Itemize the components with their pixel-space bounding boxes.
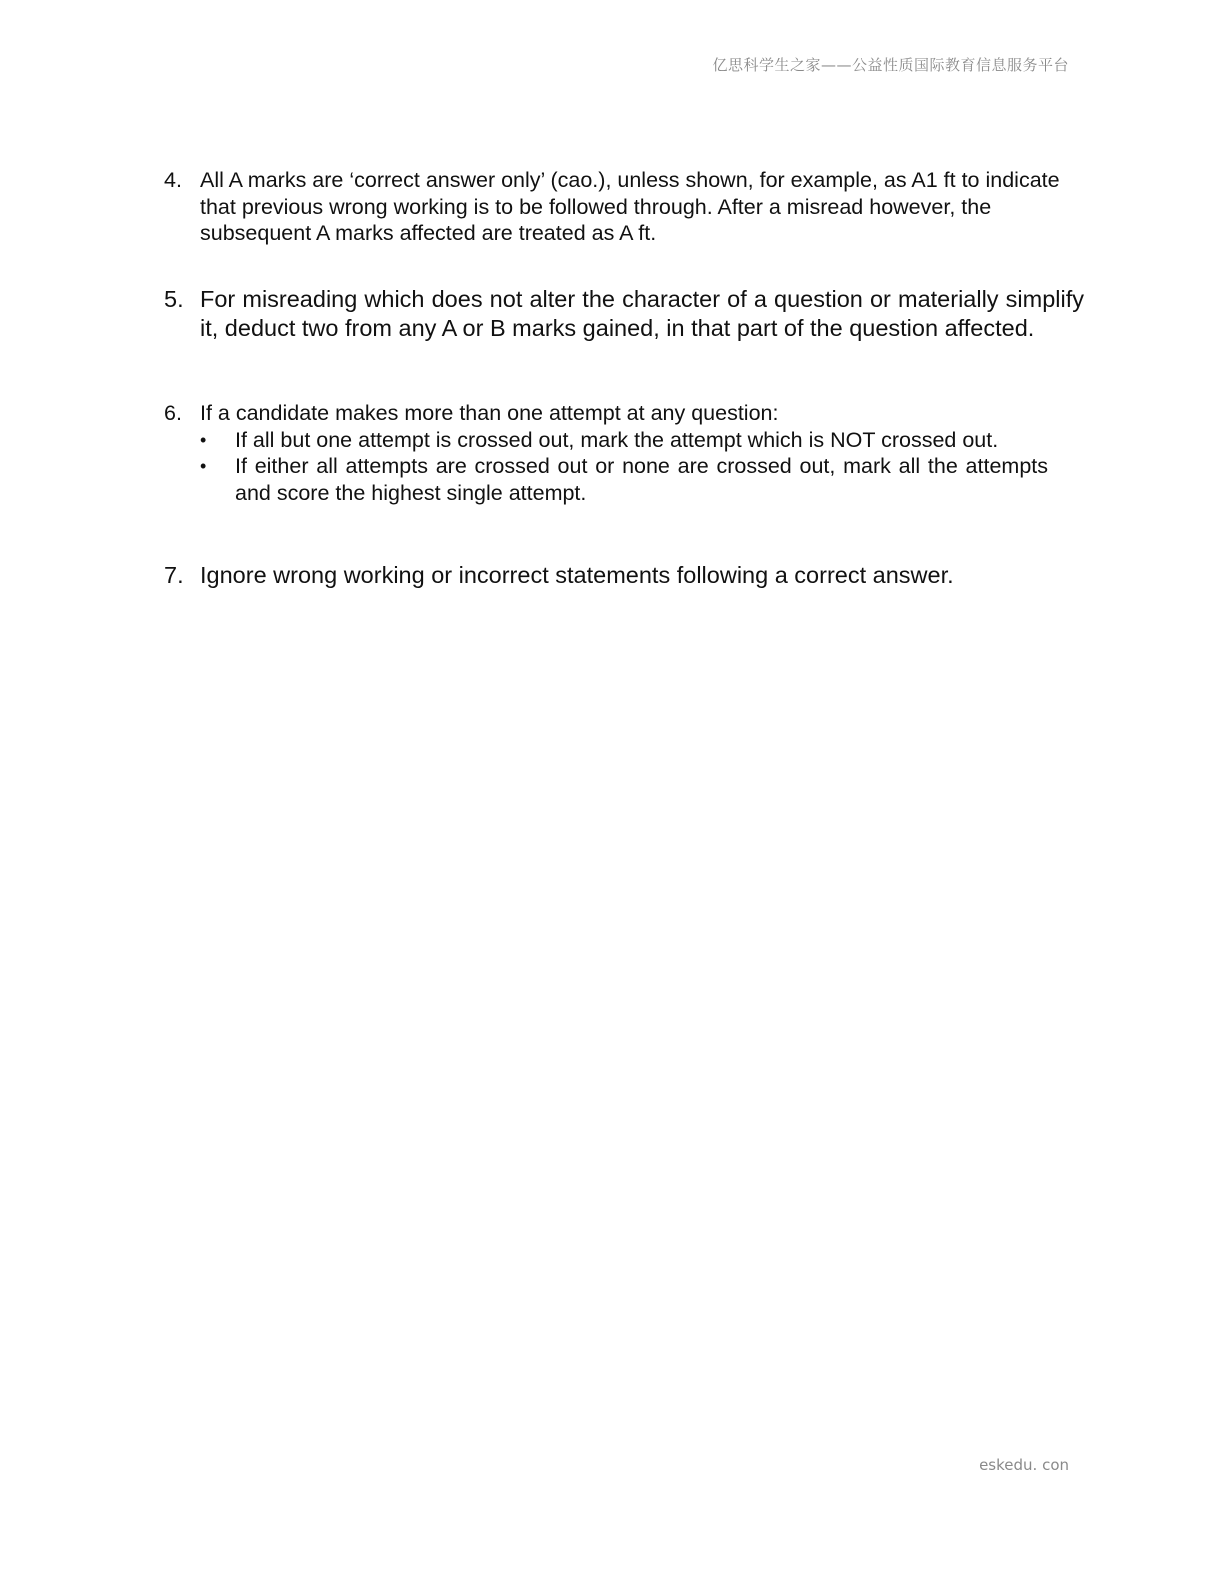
rule-text: Ignore wrong working or incorrect statements following a correct answer. bbox=[200, 562, 954, 588]
marking-rule-4 bbox=[164, 167, 1084, 247]
marking-rule-5 bbox=[164, 285, 1084, 343]
rule-6-bullet-list bbox=[200, 427, 1048, 507]
bullet-text: If all but one attempt is crossed out, mark the attempt which is NOT crossed out. bbox=[235, 427, 999, 452]
rule-number: 5. bbox=[164, 286, 184, 312]
marking-rule-6 bbox=[164, 400, 1084, 506]
rule-text: All A marks are ‘correct answer only’ (cao.), unless shown, for example, as A1 ft to indicate that previous wrong working is to be followed through. After a misread however, the subsequent A marks affected are treated as A ft. bbox=[200, 168, 1060, 245]
rule-number: 7. bbox=[164, 562, 184, 588]
rule-number: 6. bbox=[164, 401, 182, 425]
rule-number: 4. bbox=[164, 168, 182, 192]
rule-text: For misreading which does not alter the character of a question or materially simplify it, deduct two from any A or B marks gained, in that part of the question affected. bbox=[200, 286, 1084, 341]
rule-text: If a candidate makes more than one attempt at any question: bbox=[200, 401, 779, 425]
list-item bbox=[200, 453, 1048, 506]
page-footer-url: eskedu. con bbox=[979, 1456, 1069, 1474]
bullet-text: If either all attempts are crossed out or none are crossed out, mark all the attempts and score the highest single attempt. bbox=[235, 454, 1048, 505]
bullet-icon: • bbox=[200, 429, 207, 450]
list-item bbox=[200, 427, 1048, 454]
page-header-site-name: 亿思科学生之家——公益性质国际教育信息服务平台 bbox=[712, 56, 1069, 74]
marking-rule-7 bbox=[164, 561, 1084, 590]
bullet-icon: • bbox=[200, 456, 207, 476]
